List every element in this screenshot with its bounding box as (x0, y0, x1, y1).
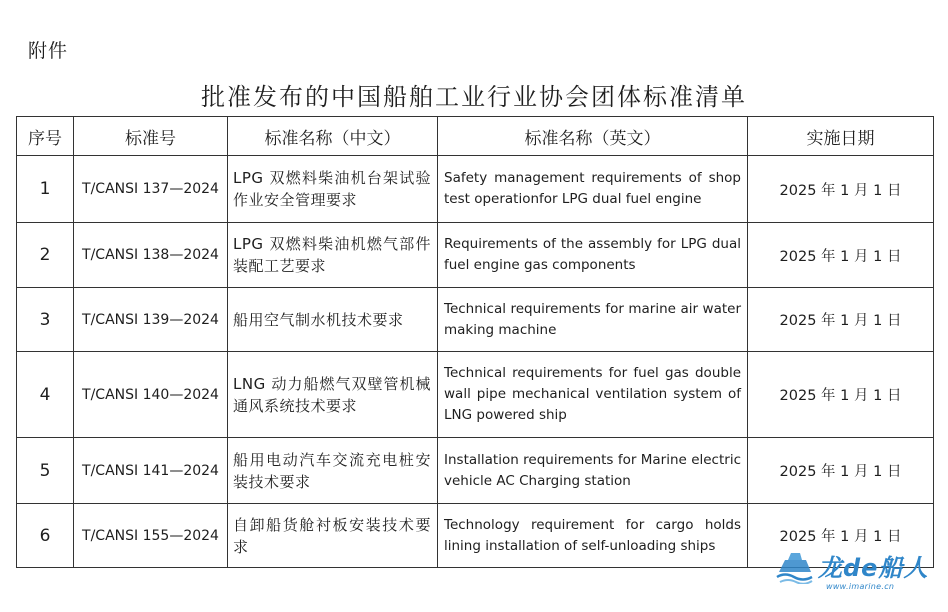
row-implementation-date: 2025 年 1 月 1 日 (748, 223, 934, 288)
header-name-english: 标准名称（英文） (438, 117, 748, 156)
row-implementation-date: 2025 年 1 月 1 日 (748, 288, 934, 352)
table-header-row (17, 117, 934, 156)
site-watermark (776, 546, 936, 598)
row-standard-number: T/CANSI 138—2024 (74, 223, 228, 288)
row-name-chinese: LPG 双燃料柴油机燃气部件装配工艺要求 (228, 223, 438, 288)
row-name-chinese: 船用电动汽车交流充电桩安装技术要求 (228, 438, 438, 504)
row-name-chinese: 自卸船货舱衬板安装技术要求 (228, 504, 438, 568)
row-serial-number: 2 (17, 223, 74, 288)
table-row (17, 156, 934, 223)
row-serial-number: 3 (17, 288, 74, 352)
ship-wave-logo-icon (776, 550, 814, 584)
document-title: 批准发布的中国船舶工业行业协会团体标准清单 (201, 83, 747, 111)
row-standard-number: T/CANSI 155—2024 (74, 504, 228, 568)
row-name-chinese: LPG 双燃料柴油机台架试验作业安全管理要求 (228, 156, 438, 223)
row-implementation-date: 2025 年 1 月 1 日 (748, 504, 934, 568)
watermark-url: www.imarine.cn (826, 582, 895, 591)
row-name-english: Installation requirements for Marine electric vehicle AC Charging station (438, 438, 748, 504)
row-name-english: Technical requirements for fuel gas double wall pipe mechanical ventilation system of LNG powered ship (438, 352, 748, 438)
header-name-chinese: 标准名称（中文） (228, 117, 438, 156)
row-standard-number: T/CANSI 139—2024 (74, 288, 228, 352)
row-standard-number: T/CANSI 140—2024 (74, 352, 228, 438)
row-serial-number: 1 (17, 156, 74, 223)
row-serial-number: 5 (17, 438, 74, 504)
row-implementation-date: 2025 年 1 月 1 日 (748, 438, 934, 504)
header-serial-number: 序号 (17, 117, 74, 156)
table-row (17, 288, 934, 352)
header-implementation-date: 实施日期 (748, 117, 934, 156)
watermark-brand: 龙de船人 (818, 554, 929, 582)
attachment-label: 附件 (28, 40, 69, 62)
standards-table (16, 116, 934, 568)
row-standard-number: T/CANSI 137—2024 (74, 156, 228, 223)
row-name-chinese: LNG 动力船燃气双壁管机械通风系统技术要求 (228, 352, 438, 438)
row-implementation-date: 2025 年 1 月 1 日 (748, 156, 934, 223)
header-standard-number: 标准号 (74, 117, 228, 156)
table-row (17, 352, 934, 438)
row-name-english: Technology requirement for cargo holds lining installation of self-unloading ships (438, 504, 748, 568)
row-name-english: Requirements of the assembly for LPG dual fuel engine gas components (438, 223, 748, 288)
row-name-english: Safety management requirements of shop test operationfor LPG dual fuel engine (438, 156, 748, 223)
row-standard-number: T/CANSI 141—2024 (74, 438, 228, 504)
row-serial-number: 4 (17, 352, 74, 438)
row-serial-number: 6 (17, 504, 74, 568)
row-implementation-date: 2025 年 1 月 1 日 (748, 352, 934, 438)
row-name-chinese: 船用空气制水机技术要求 (228, 288, 438, 352)
table-row (17, 223, 934, 288)
table-row (17, 438, 934, 504)
row-name-english: Technical requirements for marine air water making machine (438, 288, 748, 352)
